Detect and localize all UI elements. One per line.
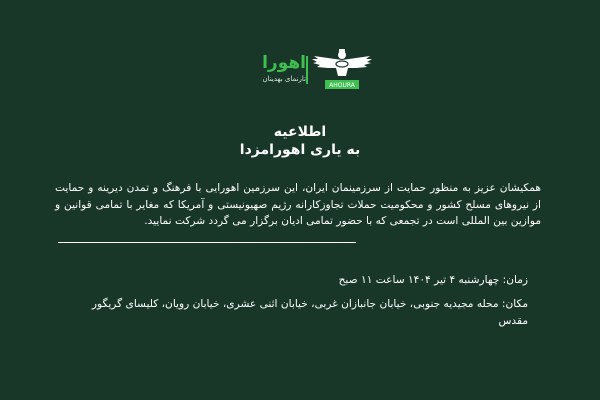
brand-block <box>228 52 306 96</box>
ahoura-logo <box>228 46 378 96</box>
announcement-subtitle: به یاری اهورامزدا <box>239 142 361 158</box>
event-place: مکان: محله مجیدیه جنوبی، خیابان جانبازان غربی، خیابان اثنی عشری، خیابان رویان، کلیسای گریگور مقدس <box>91 298 528 327</box>
logo-badge-text: AHOURA <box>329 82 355 89</box>
brand-name: اهورا <box>262 53 306 73</box>
brand-tagline: تارنمای بهدینان <box>262 75 306 83</box>
faravahar-icon <box>308 46 376 96</box>
event-time: زمان: چهارشنبه ۴ تیر ۱۴۰۴ ساعت ۱۱ صبح <box>338 274 528 286</box>
announcement-title: اطلاعیه <box>273 124 327 140</box>
announcement-body: همکیشان عزیز به منظور حمایت از سرزمینمان ایران، این سرزمین اهورایی با فرهنگ و تمدن دیرینه و حمایت از نیروهای مسلح کشور و محکومیت حملات تجاوزکارانه رژیم صهیونیستی و آمریکا که مغایر با تمامی قوانین و موازین بین المللی است در تجمعی که با حضور تمامی ادیان برگزار می گردد شرکت نمایید. <box>55 182 541 227</box>
section-divider <box>58 242 356 243</box>
